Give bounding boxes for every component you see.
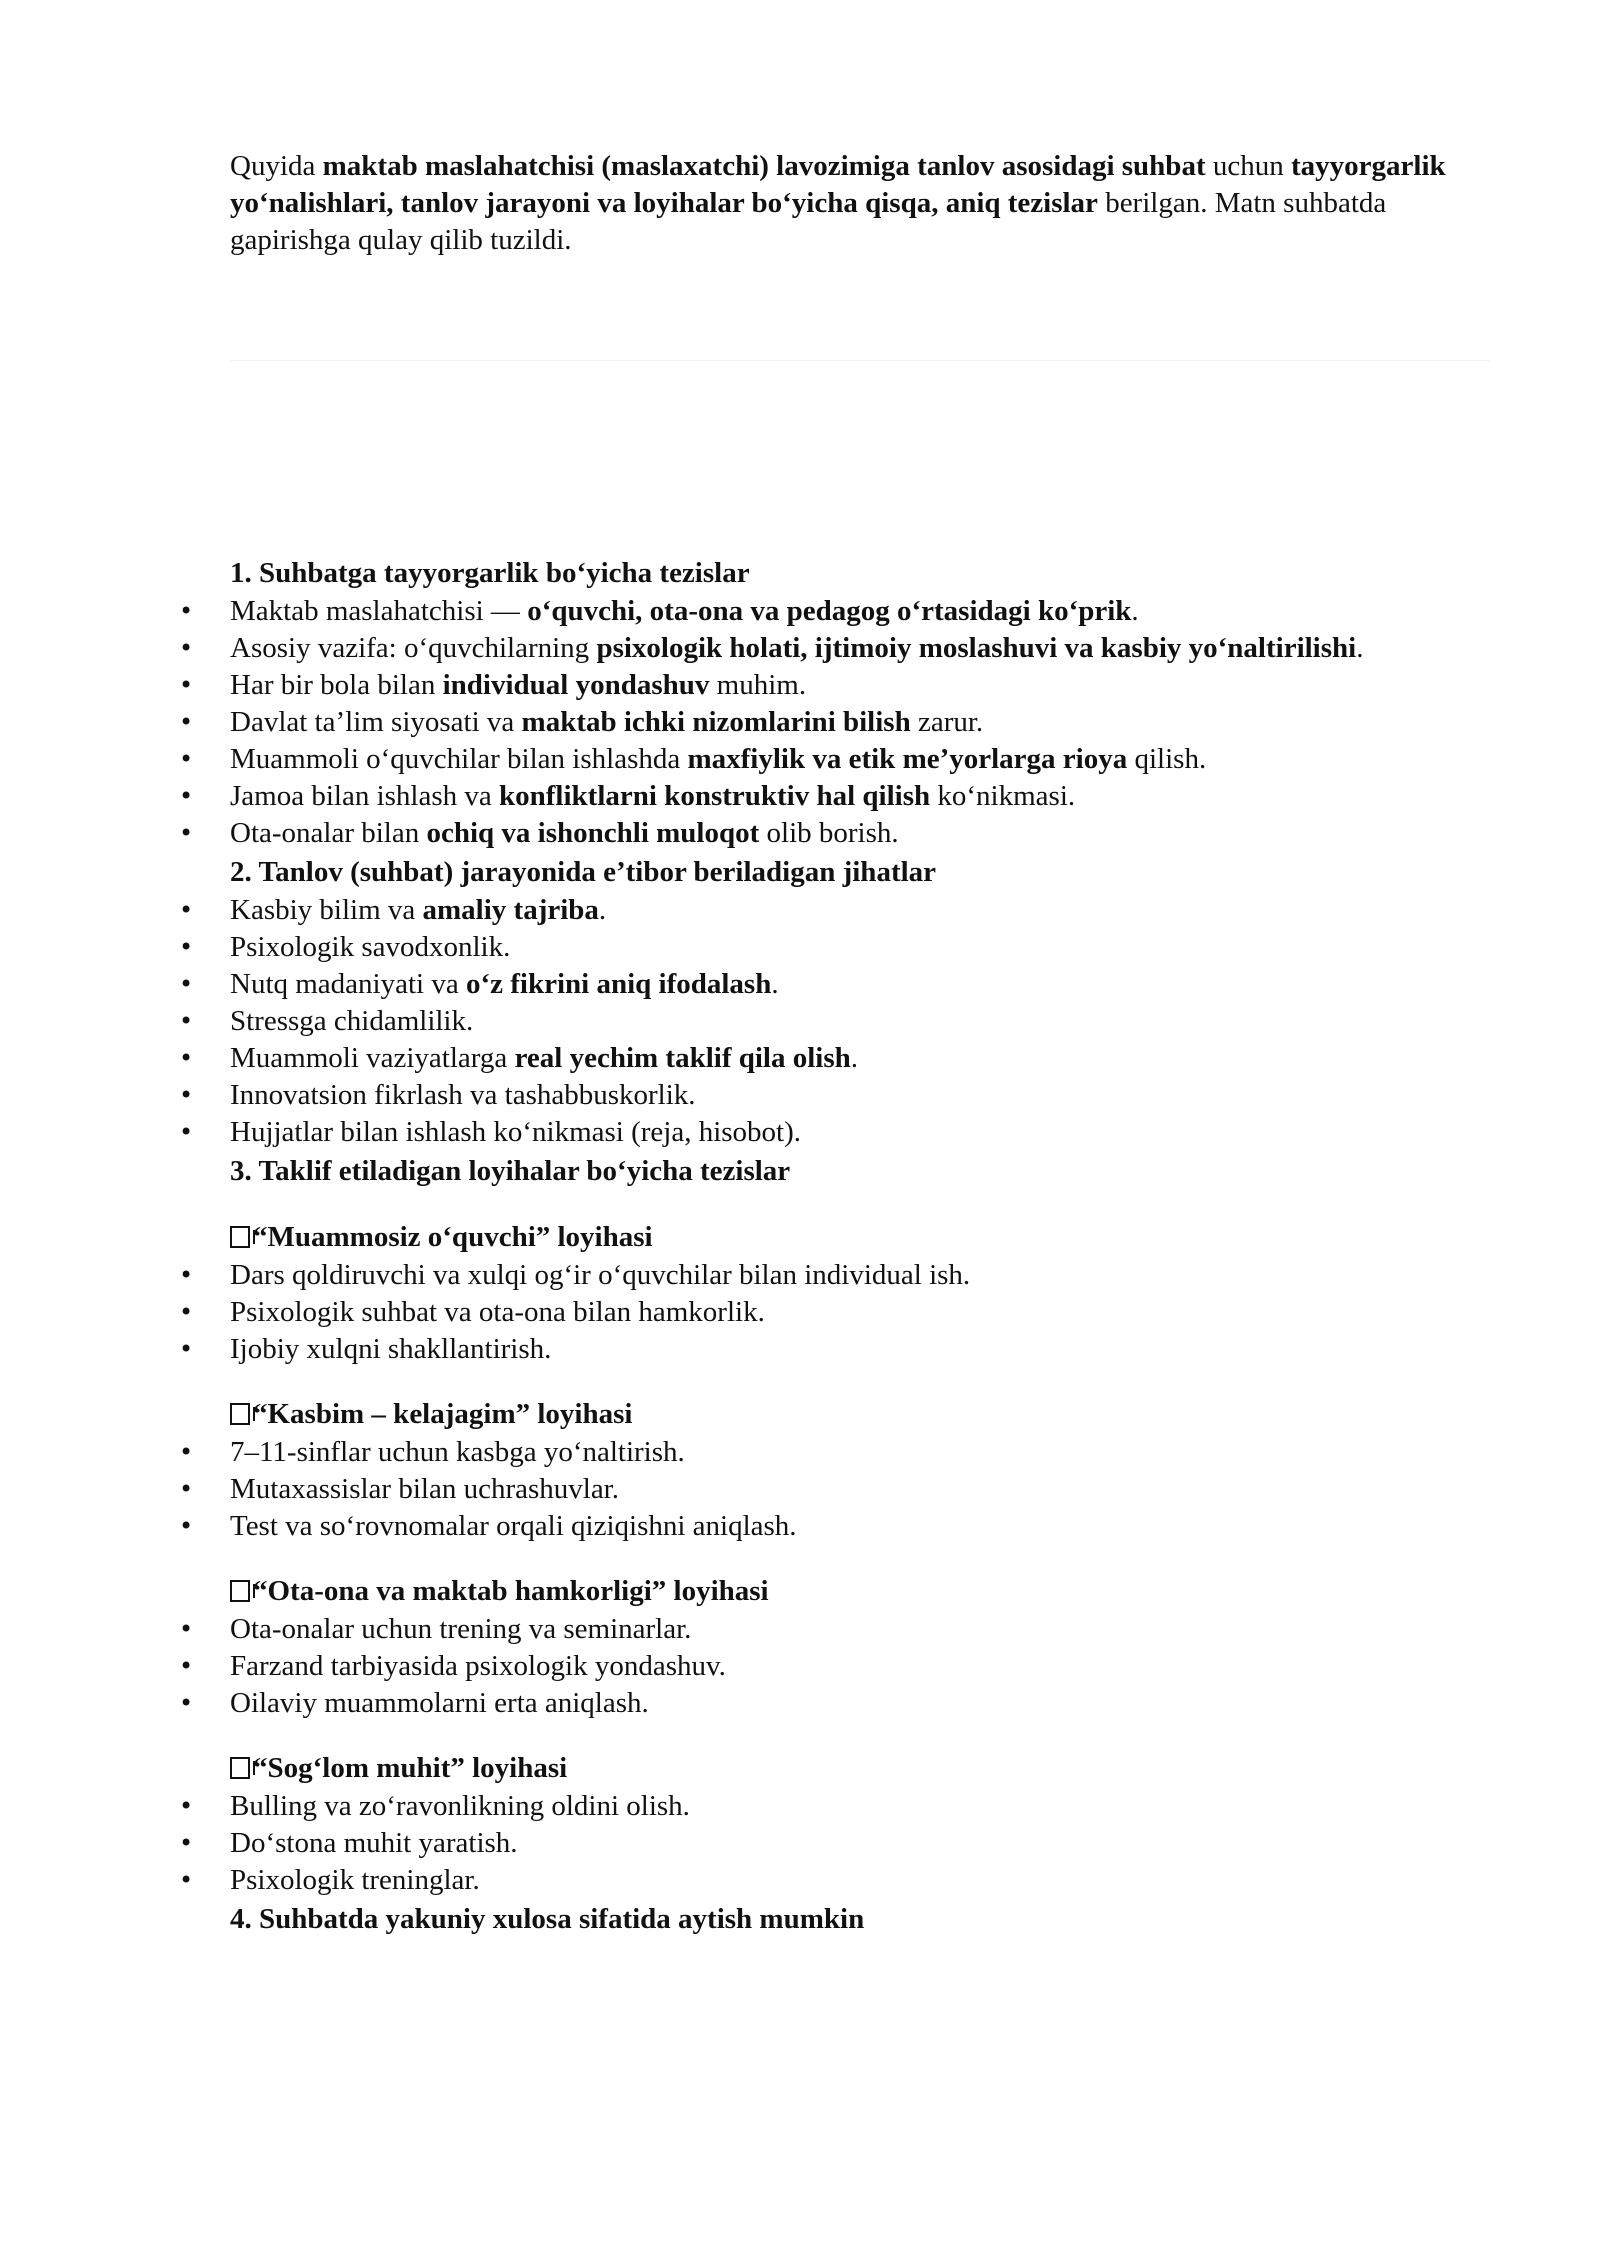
list-item <box>230 741 1490 778</box>
list-item-text: Psixologik savodxonlik. <box>230 931 511 963</box>
list-item-text: . <box>771 968 779 1000</box>
list-item <box>230 1003 1490 1040</box>
list-item-bold-text: maktab ichki nizomlarini bilish <box>521 706 911 738</box>
document-icon <box>230 1403 250 1425</box>
intro-segment-bold: maktab maslahatchisi (maslaxatchi) lavozimiga tanlov asosidagi suhbat <box>322 150 1206 182</box>
list-item-text: zarur. <box>910 706 984 738</box>
project-title-text: “Kasbim – kelajagim” loyihasi <box>253 1398 633 1430</box>
section-1-heading: 1. Suhbatga tayyorgarlik bo‘yicha tezislar <box>230 557 750 589</box>
list-item-bold-text: maxfiylik va etik me’yorlarga rioya <box>687 743 1128 775</box>
list-item-text: . <box>1131 595 1139 627</box>
list-item-bold-text: real yechim taklif qila olish <box>514 1042 851 1074</box>
project-title-2 <box>230 1394 1490 1434</box>
list-item-bold-text: o‘quvchi, ota-ona va pedagog o‘rtasidagi ko‘prik <box>527 595 1132 627</box>
list-item: • Dars qoldiruvchi va xulqi og‘ir o‘quvchilar bilan individual ish. <box>230 1257 1490 1294</box>
list-item-text: . <box>598 894 607 926</box>
list-item-text: qilish. <box>1127 743 1207 775</box>
intro-segment: uchun <box>1205 150 1291 182</box>
list-item-text: Asosiy vazifa: o‘quvchilarning <box>230 632 597 664</box>
list-item-bold-text: individual yondashuv <box>442 669 710 701</box>
list-item-text: Muammoli o‘quvchilar bilan ishlashda <box>230 743 688 775</box>
project-2-list <box>230 1434 1490 1545</box>
list-item-text: Maktab maslahatchisi — <box>230 595 528 627</box>
project-title-1 <box>230 1217 1490 1257</box>
list-item-text: Nutq madaniyati va <box>230 968 466 1000</box>
document-icon <box>230 1580 250 1602</box>
document-icon <box>230 1757 250 1779</box>
list-item-text: . <box>850 1042 859 1074</box>
list-item <box>230 1077 1490 1114</box>
list-item <box>230 667 1490 704</box>
document-icon <box>230 1226 250 1248</box>
list-item <box>230 929 1490 966</box>
list-item-text: Stressga chidamlilik. <box>230 1005 474 1037</box>
list-item: • Ota-onalar uchun trening va seminarlar. <box>230 1611 1490 1648</box>
list-item-bold-text: o‘z fikrini aniq ifodalash <box>465 968 772 1000</box>
project-title-text: “Sog‘lom muhit” loyihasi <box>253 1752 568 1784</box>
list-item-text: Har bir bola bilan <box>230 669 443 701</box>
project-title-4 <box>230 1748 1490 1788</box>
section-4-heading: 4. Suhbatda yakuniy xulosa sifatida aytish mumkin <box>230 1903 865 1935</box>
list-item-text: Davlat ta’lim siyosati va <box>230 706 522 738</box>
section-2-list <box>230 892 1490 1151</box>
list-item-text: Kasbiy bilim va <box>230 894 423 926</box>
list-item <box>230 892 1490 929</box>
project-3-list <box>230 1611 1490 1722</box>
list-item-text: Muammoli vaziyatlarga <box>230 1042 515 1074</box>
list-item-bold-text: konfliktlarni konstruktiv hal qilish <box>499 780 931 812</box>
list-item-bold-text: ochiq va ishonchli muloqot <box>426 817 760 849</box>
list-item-text: Innovatsion fikrlash va tashabbuskorlik. <box>230 1079 696 1111</box>
main-content <box>230 553 1490 1939</box>
list-item-text: Jamoa bilan ishlash va <box>230 780 500 812</box>
list-item: • Farzand tarbiyasida psixologik yondashuv. <box>230 1648 1490 1685</box>
list-item-bold-text: amaliy tajriba <box>422 894 599 926</box>
list-item <box>230 1114 1490 1151</box>
section-2-heading: 2. Tanlov (suhbat) jarayonida e’tibor beriladigan jihatlar <box>230 856 937 888</box>
list-item: • Psixologik suhbat va ota-ona bilan hamkorlik. <box>230 1294 1490 1331</box>
intro-segment: berilgan. Matn suhbatda gapirishga qulay qilib tuzildi. <box>230 187 1387 256</box>
project-block-3 <box>230 1571 1490 1722</box>
list-item-text: . <box>1356 632 1364 664</box>
intro-segment: Quyida <box>230 150 323 182</box>
project-block-4 <box>230 1748 1490 1899</box>
project-title-text: “Muammosiz o‘quvchi” loyihasi <box>253 1221 653 1253</box>
list-item <box>230 630 1490 667</box>
project-1-list <box>230 1257 1490 1368</box>
list-item: • Ijobiy xulqni shakllantirish. <box>230 1331 1490 1368</box>
horizontal-divider <box>230 360 1490 361</box>
list-item-bold-text: psixologik holati, ijtimoiy moslashuvi va kasbiy yo‘naltirilishi <box>596 632 1357 664</box>
list-item-text: Hujjatlar bilan ishlash ko‘nikmasi (reja, hisobot). <box>230 1116 802 1148</box>
intro-segment-bold: tayyorgarlik yo‘nalishlari, tanlov jarayoni va loyihalar bo‘yicha qisqa, aniq tezislar <box>230 150 1446 219</box>
intro-paragraph <box>230 148 1490 259</box>
section-1-list <box>230 593 1490 852</box>
project-block-2 <box>230 1394 1490 1545</box>
list-item-text: Ota-onalar bilan <box>230 817 427 849</box>
project-4-list <box>230 1788 1490 1899</box>
list-item: • 7–11-sinflar uchun kasbga yo‘naltirish. <box>230 1434 1490 1471</box>
list-item <box>230 778 1490 815</box>
project-title-3 <box>230 1571 1490 1611</box>
list-item: • Psixologik treninglar. <box>230 1862 1490 1899</box>
list-item-text: muhim. <box>709 669 807 701</box>
list-item <box>230 1040 1490 1077</box>
list-item-text: olib borish. <box>759 817 899 849</box>
list-item-text: ko‘nikmasi. <box>930 780 1076 812</box>
project-block-1 <box>230 1217 1490 1368</box>
list-item: • Bulling va zo‘ravonlikning oldini olish. <box>230 1788 1490 1825</box>
list-item <box>230 966 1490 1003</box>
list-item: • Mutaxassislar bilan uchrashuvlar. <box>230 1471 1490 1508</box>
list-item <box>230 593 1490 630</box>
project-title-text: “Ota-ona va maktab hamkorligi” loyihasi <box>253 1575 769 1607</box>
list-item <box>230 815 1490 852</box>
list-item <box>230 704 1490 741</box>
list-item: • Do‘stona muhit yaratish. <box>230 1825 1490 1862</box>
section-3-heading: 3. Taklif etiladigan loyihalar bo‘yicha tezislar <box>230 1155 791 1187</box>
list-item: • Oilaviy muammolarni erta aniqlash. <box>230 1685 1490 1722</box>
list-item: • Test va so‘rovnomalar orqali qiziqishni aniqlash. <box>230 1508 1490 1545</box>
